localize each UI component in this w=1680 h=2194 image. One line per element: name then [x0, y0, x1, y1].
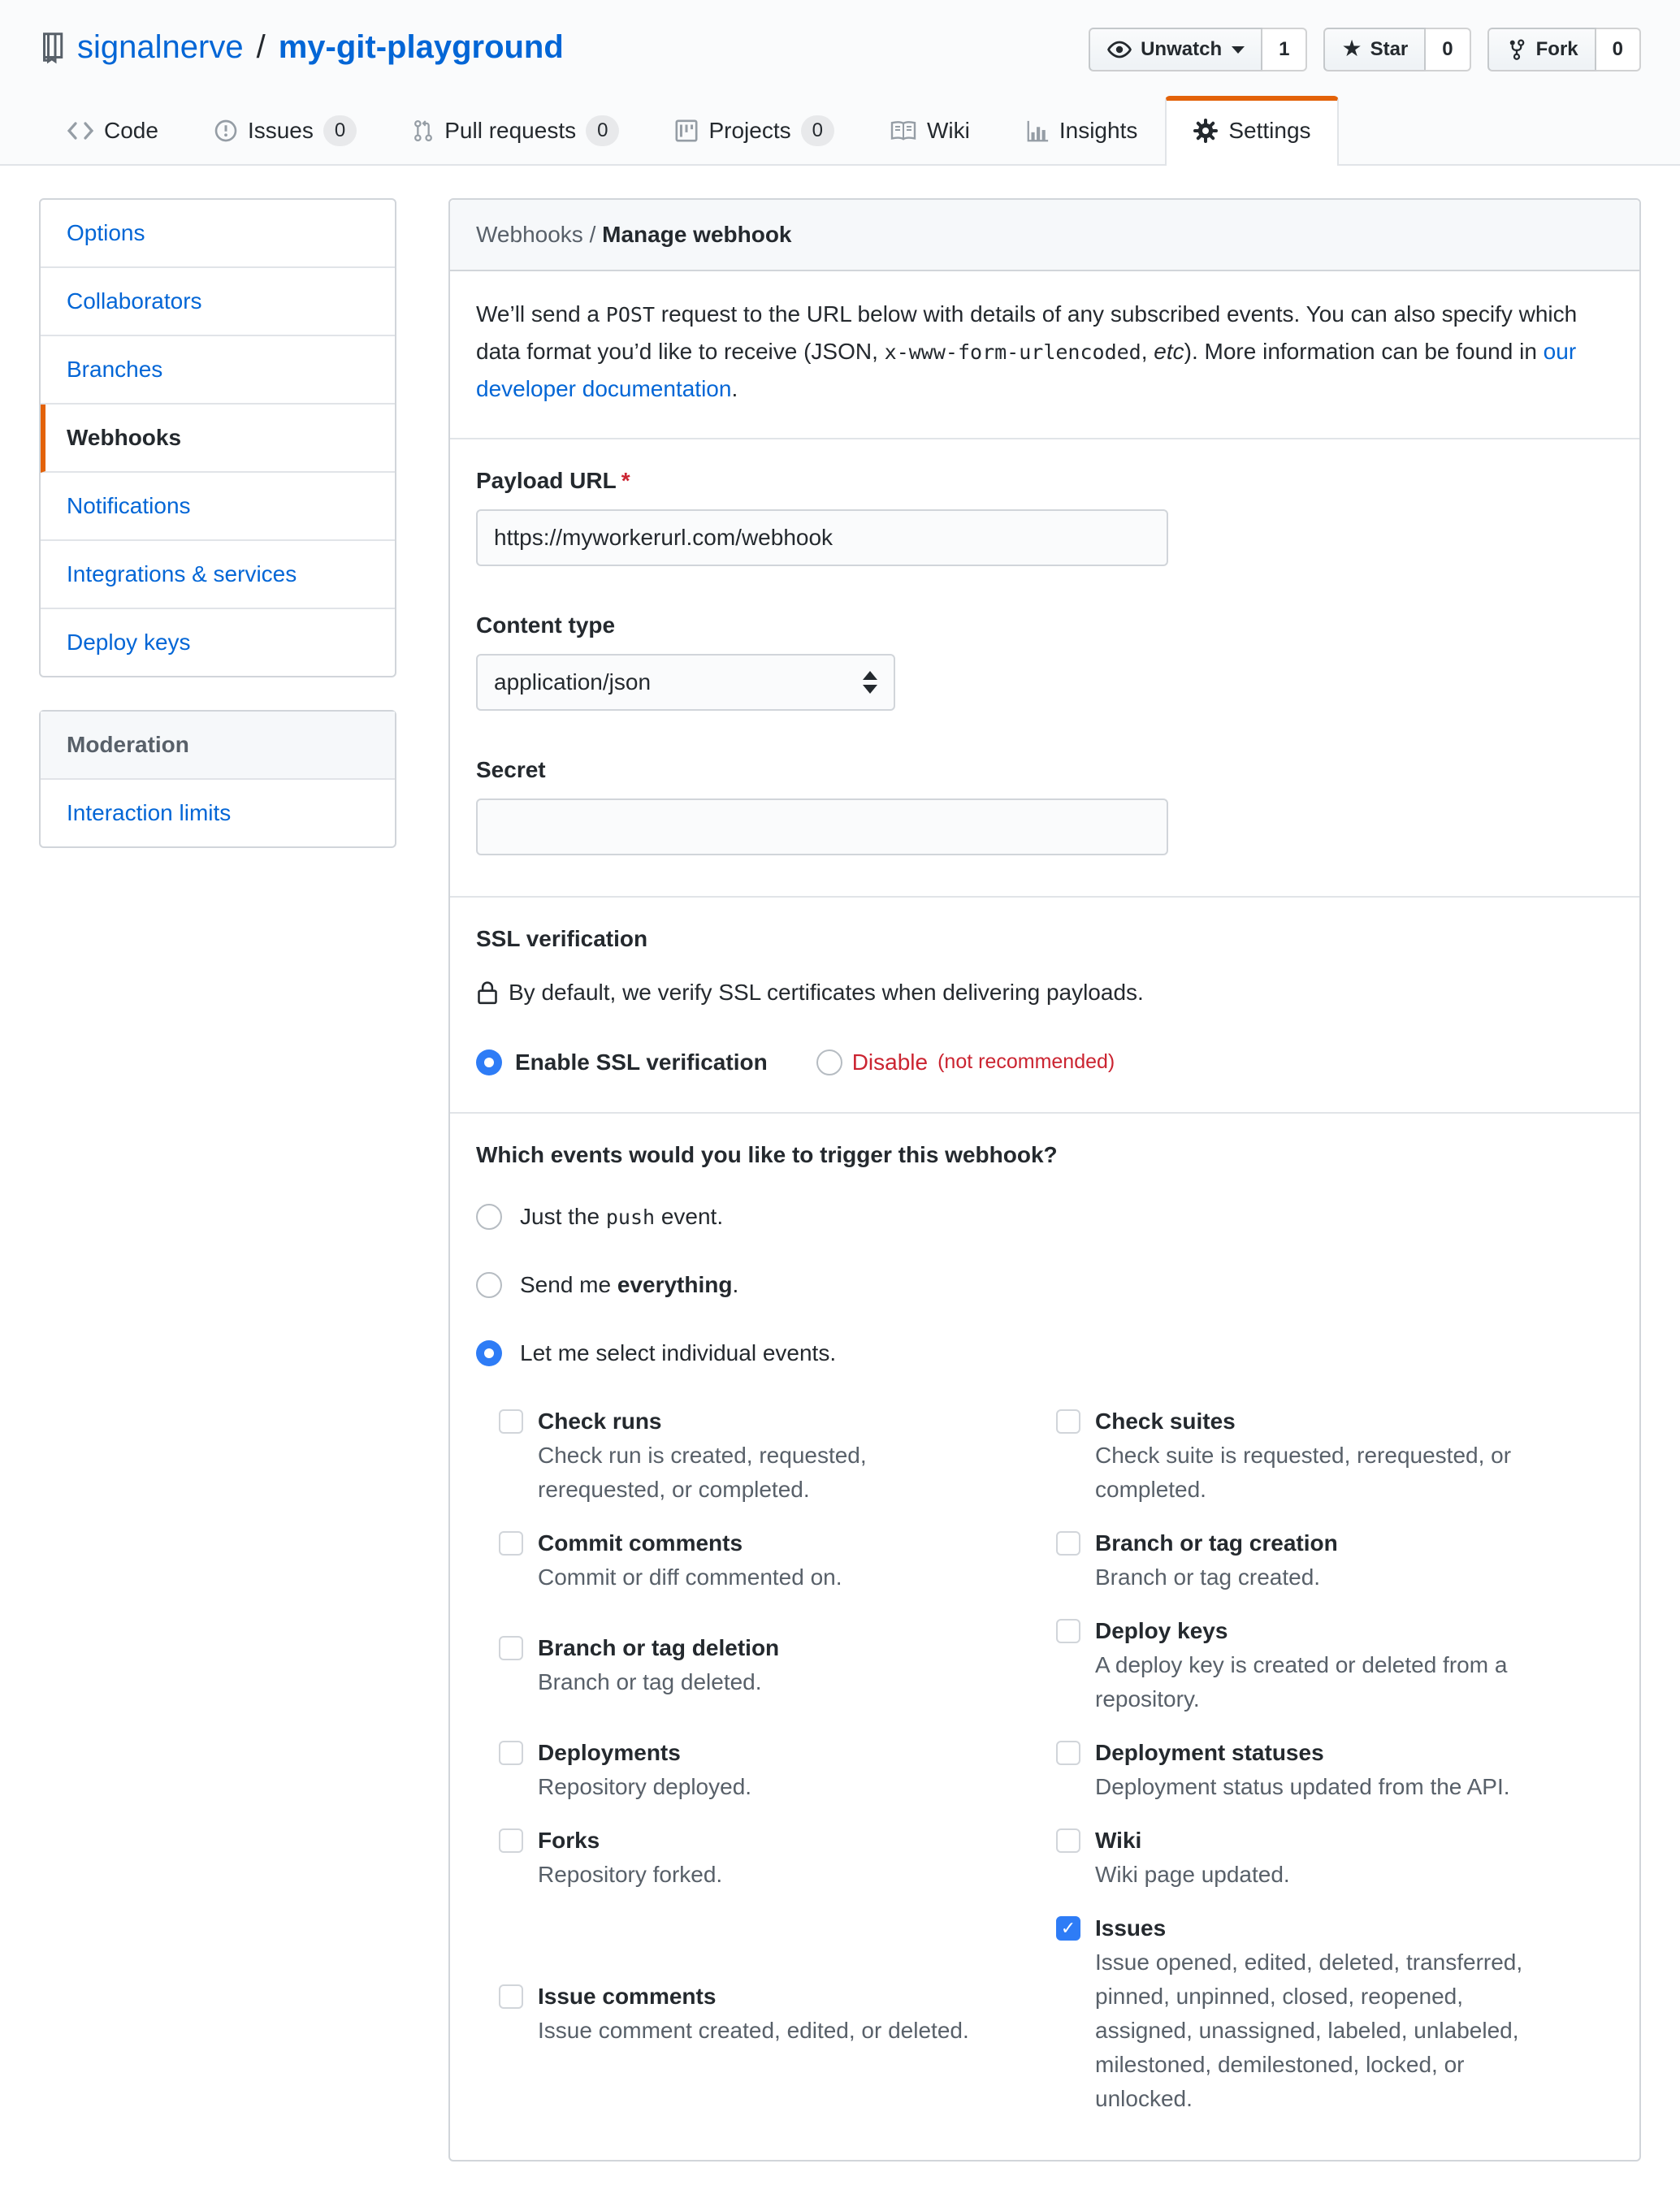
sidebar-item-notifications[interactable]: Notifications	[41, 473, 395, 541]
event-scope-option	[476, 1268, 1613, 1302]
event-checkbox[interactable]	[499, 1984, 523, 2009]
event-description: Check suite is requested, rerequested, or completed.	[1095, 1442, 1512, 1502]
description-text: ,	[1141, 339, 1154, 365]
event-item-issue-comments	[499, 1980, 1056, 2048]
event-scope-label: Let me select individual events.	[520, 1339, 837, 1365]
star-button[interactable]	[1323, 28, 1426, 71]
tab-code[interactable]	[39, 96, 186, 164]
event-row	[499, 1404, 1613, 1507]
event-label: Issues	[1095, 1915, 1167, 1941]
payload-url-input[interactable]	[476, 509, 1168, 566]
webhook-description	[450, 271, 1639, 439]
star-count[interactable]: 0	[1426, 28, 1470, 71]
event-label: Deployments	[538, 1739, 681, 1765]
sidebar-item-integrations-services[interactable]: Integrations & services	[41, 541, 395, 609]
events-title: Which events would you like to trigger this webhook?	[476, 1141, 1058, 1167]
unwatch-count[interactable]: 1	[1262, 28, 1307, 71]
code-icon	[67, 119, 94, 142]
developer-documentation-link[interactable]: our developer documentation	[476, 339, 1577, 402]
sidebar-item-deploy-keys[interactable]: Deploy keys	[67, 630, 191, 655]
description-text: .	[731, 376, 738, 402]
event-item-forks	[499, 1824, 1056, 1892]
event-label: Wiki	[1095, 1827, 1142, 1853]
tab-label: Insights	[1059, 118, 1138, 143]
content-type-label: Content type	[476, 612, 616, 638]
tab-settings[interactable]	[1165, 96, 1338, 166]
event-description: A deploy key is created or deleted from a repository.	[1095, 1651, 1508, 1711]
tab-label: Code	[104, 118, 158, 143]
action-button-label: Unwatch	[1141, 38, 1223, 60]
sidebar-item-branches[interactable]: Branches	[41, 336, 395, 405]
action-button-label: Star	[1370, 38, 1409, 60]
settings-menu	[39, 198, 396, 677]
disable-ssl-label: Disable	[851, 1049, 929, 1075]
event-checkbox[interactable]	[499, 1531, 523, 1556]
webhook-panel	[448, 198, 1641, 2162]
star-icon: ★	[1341, 35, 1362, 62]
breadcrumb	[450, 200, 1639, 271]
event-label: Issue comments	[538, 1983, 717, 2009]
event-description: Repository forked.	[538, 1861, 723, 1887]
tab-issues[interactable]	[186, 96, 384, 164]
ssl-note-text: By default, we verify SSL certificates when delivering payloads.	[509, 979, 1144, 1005]
code-urlencoded: x-www-form-urlencoded	[884, 340, 1141, 365]
breadcrumb-separator: /	[582, 222, 603, 247]
event-checkbox[interactable]	[1056, 1741, 1080, 1765]
moderation-heading: Moderation	[41, 712, 395, 780]
required-asterisk: *	[621, 467, 630, 493]
event-checkbox[interactable]	[499, 1828, 523, 1853]
fork-icon	[1505, 37, 1528, 63]
event-description: Repository deployed.	[538, 1773, 752, 1799]
repo-title	[39, 28, 564, 67]
event-scope-radio[interactable]	[476, 1272, 502, 1298]
eye-icon	[1106, 37, 1132, 63]
payload-url-label: Payload URL *	[476, 467, 630, 493]
tab-projects[interactable]	[647, 96, 862, 164]
fork-button-group	[1487, 28, 1641, 71]
pull-request-icon	[412, 119, 435, 143]
breadcrumb-section[interactable]: Webhooks	[476, 222, 583, 247]
tab-pull-requests[interactable]	[384, 96, 647, 164]
event-item-deployments	[499, 1736, 1056, 1804]
event-label: Deployment statuses	[1095, 1739, 1324, 1765]
event-item-check-runs	[499, 1404, 1056, 1507]
enable-ssl-radio[interactable]	[476, 1049, 502, 1075]
event-scope-label: Just the push event.	[520, 1203, 724, 1229]
page-title: Manage webhook	[602, 222, 792, 247]
fork-count[interactable]: 0	[1596, 28, 1641, 71]
disable-ssl-radio[interactable]	[816, 1049, 842, 1075]
event-label: Check runs	[538, 1408, 662, 1434]
sidebar-item-collaborators[interactable]: Collaborators	[41, 268, 395, 336]
webhook-form	[450, 439, 1639, 898]
ssl-section	[450, 898, 1639, 1114]
tab-counter: 0	[323, 115, 357, 146]
wiki-icon	[890, 119, 917, 142]
tab-label: Projects	[708, 118, 791, 143]
unwatch-button-group	[1089, 28, 1307, 71]
event-row	[499, 1736, 1613, 1804]
tab-wiki[interactable]	[862, 96, 998, 164]
gear-icon	[1193, 118, 1219, 144]
event-item-branch-or-tag-creation	[1056, 1526, 1613, 1595]
event-checkbox[interactable]	[499, 1636, 523, 1660]
code-post: POST	[605, 303, 656, 327]
repo-title-separator: /	[256, 29, 266, 65]
disable-ssl-note: (not recommended)	[937, 1049, 1115, 1073]
description-text: ). More information can be found in	[1184, 339, 1544, 365]
event-item-issues	[1056, 1911, 1613, 2116]
select-arrows-icon	[863, 671, 877, 694]
tab-insights[interactable]	[998, 96, 1166, 164]
event-item-branch-or-tag-deletion	[499, 1631, 1056, 1699]
event-item-deployment-statuses	[1056, 1736, 1613, 1804]
event-checkbox-grid	[499, 1404, 1613, 2116]
insights-icon	[1025, 119, 1050, 143]
repo-icon	[39, 31, 66, 63]
events-section	[450, 1114, 1639, 2160]
event-item-check-suites	[1056, 1404, 1613, 1507]
issue-icon	[214, 119, 238, 143]
sidebar-item-webhooks[interactable]: Webhooks	[41, 405, 395, 473]
action-button-label: Fork	[1535, 38, 1578, 60]
event-scope-label: Send me everything.	[520, 1271, 739, 1297]
event-row	[499, 1911, 1613, 2116]
fork-button[interactable]	[1487, 28, 1596, 71]
lock-icon	[476, 979, 499, 1006]
repo-actions	[1089, 28, 1641, 71]
event-description: Commit or diff commented on.	[538, 1564, 842, 1590]
event-checkbox[interactable]	[1056, 1828, 1080, 1853]
repo-name-link[interactable]: my-git-playground	[278, 29, 564, 65]
event-checkbox[interactable]	[1056, 1619, 1080, 1643]
star-button-group	[1323, 28, 1470, 71]
event-scope-radio[interactable]	[476, 1340, 502, 1366]
enable-ssl-label: Enable SSL verification	[515, 1049, 768, 1075]
projects-icon	[674, 119, 699, 143]
event-label: Check suites	[1095, 1408, 1236, 1434]
description-etc: etc	[1154, 339, 1184, 365]
tab-label: Settings	[1228, 118, 1311, 143]
moderation-menu	[39, 710, 396, 848]
tab-counter: 0	[801, 115, 834, 146]
repo-owner-link[interactable]: signalnerve	[77, 29, 244, 65]
event-description: Issue opened, edited, deleted, transferred, pinned, unpinned, closed, reopened, assigned, unassigned, labeled, unlabeled, milestoned, demilestoned, locked, or unlocked.	[1095, 1949, 1523, 2111]
content-type-value: application/json	[494, 669, 652, 695]
event-label: Deploy keys	[1095, 1617, 1228, 1643]
event-row	[499, 1824, 1613, 1892]
settings-sidebar	[39, 198, 396, 848]
event-description: Issue comment created, edited, or deleted.	[538, 2017, 969, 2043]
unwatch-button[interactable]	[1089, 28, 1262, 71]
event-description: Wiki page updated.	[1095, 1861, 1290, 1887]
event-checkbox[interactable]	[1056, 1916, 1080, 1941]
event-item-wiki	[1056, 1824, 1613, 1892]
tab-label: Wiki	[926, 118, 970, 143]
event-checkbox[interactable]	[499, 1741, 523, 1765]
secret-label: Secret	[476, 756, 546, 782]
event-label: Branch or tag creation	[1095, 1530, 1338, 1556]
description-text: request to the URL below with details of any subscribed events. You can also specify which data format you’d like to receive (JSON,	[476, 301, 1578, 365]
event-row	[499, 1614, 1613, 1716]
event-item-deploy-keys	[1056, 1614, 1613, 1716]
event-checkbox[interactable]	[1056, 1531, 1080, 1556]
event-scope-option	[476, 1336, 1613, 1370]
event-label: Commit comments	[538, 1530, 743, 1556]
event-label: Branch or tag deletion	[538, 1634, 780, 1660]
ssl-title: SSL verification	[476, 925, 648, 951]
event-checkbox[interactable]	[499, 1409, 523, 1434]
event-checkbox[interactable]	[1056, 1409, 1080, 1434]
sidebar-item-options[interactable]: Options	[41, 200, 395, 268]
event-description: Check run is created, requested, rerequested, or completed.	[538, 1442, 867, 1502]
event-scope-option	[476, 1200, 1613, 1234]
event-label: Forks	[538, 1827, 600, 1853]
tab-label: Pull requests	[444, 118, 577, 143]
tab-counter: 0	[586, 115, 619, 146]
secret-input[interactable]	[476, 798, 1168, 855]
event-description: Branch or tag deleted.	[538, 1668, 762, 1694]
event-item-commit-comments	[499, 1526, 1056, 1595]
event-description: Deployment status updated from the API.	[1095, 1773, 1510, 1799]
event-scope-radio[interactable]	[476, 1204, 502, 1230]
tab-label: Issues	[247, 118, 314, 143]
content-type-select[interactable]	[476, 654, 895, 711]
event-description: Branch or tag created.	[1095, 1564, 1321, 1590]
caret-down-icon	[1232, 46, 1245, 54]
repo-header	[0, 0, 1680, 166]
sidebar-item-interaction-limits[interactable]: Interaction limits	[67, 800, 232, 825]
repo-nav	[0, 96, 1680, 164]
event-row	[499, 1526, 1613, 1595]
description-text: We’ll send a	[476, 301, 606, 327]
